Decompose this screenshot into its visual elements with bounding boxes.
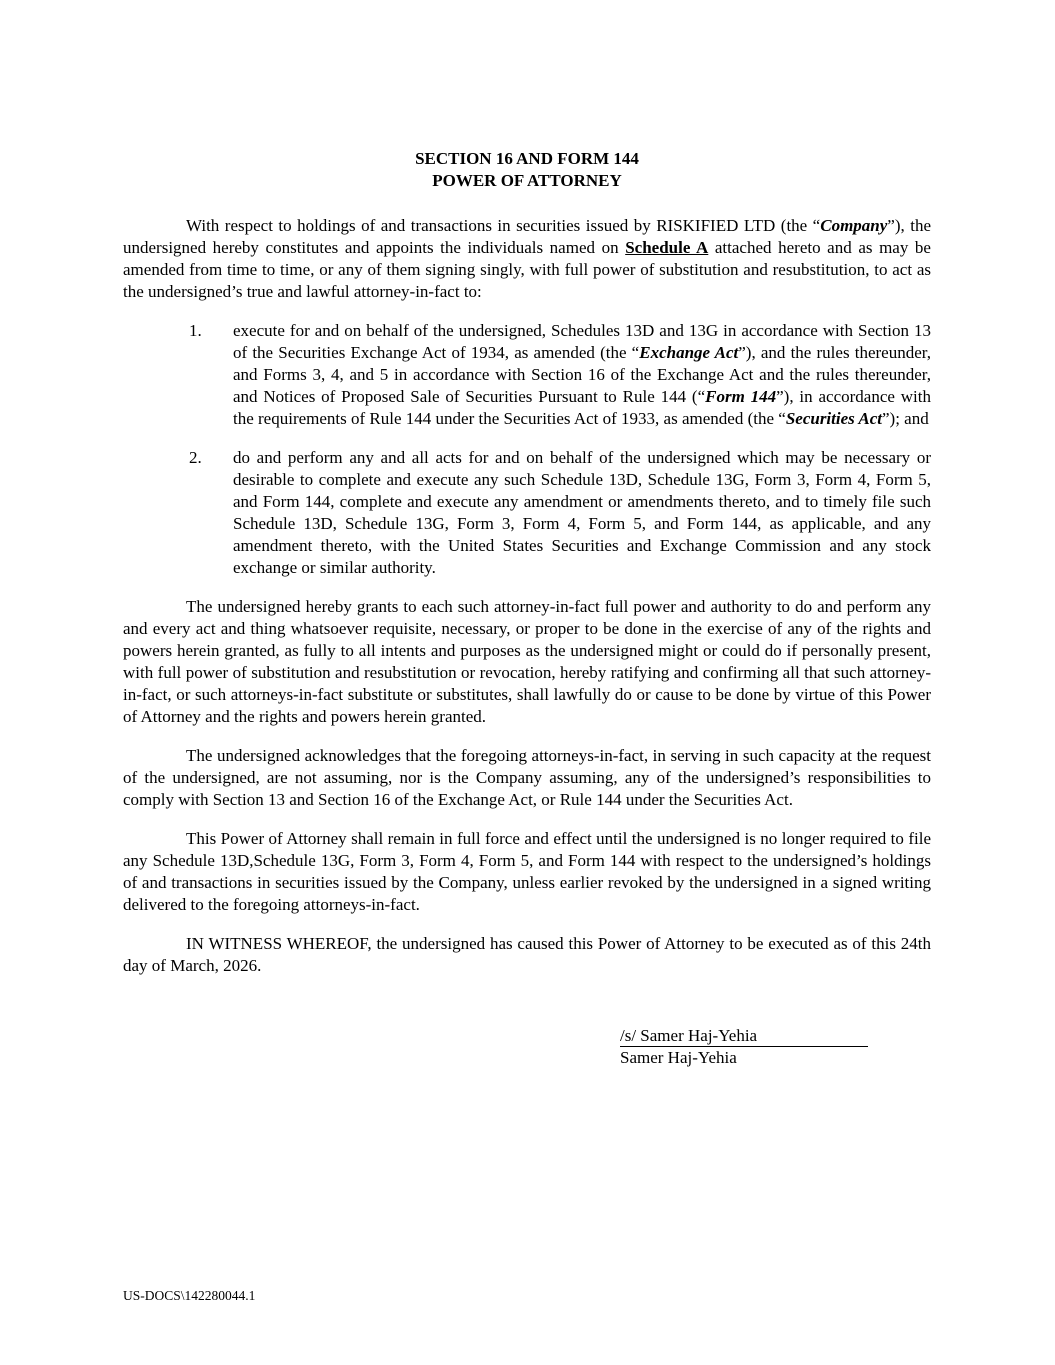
item-2-text: do and perform any and all acts for and on behalf of the undersigned which may be necessary or desirable to complete and execute any such Schedule 13D, Schedule 13G, Form 3, Form 4, Form 5, and Form 144, complete and execute any amendment or amendments thereto, and to timely file such Schedule 13D, Schedule 13G, Form 3, Form 4, Form 5, and Form 144, as applicable, and any amendment thereto, with the United States Securities and Exchange Commission and any stock exchange or similar authority. bbox=[233, 448, 931, 577]
defined-term-company: Company bbox=[820, 216, 888, 235]
defined-term-form-144: Form 144 bbox=[705, 387, 777, 406]
witness-paragraph: IN WITNESS WHEREOF, the undersigned has caused this Power of Attorney to be executed as of this 24th day of March, 2026. bbox=[123, 934, 931, 975]
schedule-a-reference: Schedule A bbox=[625, 238, 709, 257]
title-line-1: SECTION 16 AND FORM 144 bbox=[415, 149, 639, 168]
item-1-text-3: ”), in accordance with the requirements of Rule 144 under the Securities Act of 1933, as amended (the “ bbox=[233, 387, 931, 428]
list-item-2 bbox=[123, 447, 931, 579]
item-1-text-2: ”), and the rules thereunder, and Forms 3, 4, and 5 in accordance with Section 16 of the Exchange Act and the rules thereunder, and Notices of Proposed Sale of Securities Pursuant to Rule 144 (“ bbox=[233, 343, 931, 406]
signature-line-row bbox=[620, 1025, 931, 1047]
signature-printed-name: Samer Haj-Yehia bbox=[620, 1048, 737, 1067]
intro-text-1: With respect to holdings of and transactions in securities issued by RISKIFIED LTD (the “ bbox=[186, 216, 821, 235]
duration-paragraph: This Power of Attorney shall remain in full force and effect until the undersigned is no longer required to file any Schedule 13D,Schedule 13G, Form 3, Form 4, Form 5, and Form 144 with respect to the undersigned’s holdings of and transactions in securities issued by the Company, unless earlier revoked by the undersigned in a signed writing delivered to the foregoing attorneys-in-fact. bbox=[123, 829, 931, 914]
list-item-1 bbox=[123, 320, 931, 430]
list-item-1-number: 1. bbox=[189, 321, 202, 340]
signature-block bbox=[620, 1025, 931, 1069]
signature-signed-line: /s/ Samer Haj-Yehia bbox=[620, 1025, 868, 1047]
item-1-text-4: ”); and bbox=[882, 409, 929, 428]
grant-paragraph: The undersigned hereby grants to each such attorney-in-fact full power and authority to do and perform any and every act and thing whatsoever requisite, necessary, or proper to be done in the exercise of any of the rights and powers herein granted, as fully to all intents and purposes as the undersigned might or could do if personally present, with full power of substitution and resubstitution or revocation, hereby ratifying and confirming all that such attorney-in-fact, or such attorneys-in-fact substitute or substitutes, shall lawfully do or cause to be done by virtue of this Power of Attorney and the rights and powers herein granted. bbox=[123, 597, 931, 726]
acknowledgment-paragraph: The undersigned acknowledges that the foregoing attorneys-in-fact, in serving in such capacity at the request of the undersigned, are not assuming, nor is the Company assuming, any of the undersigned’s responsibilities to comply with Section 13 and Section 16 of the Exchange Act, or Rule 144 under the Securities Act. bbox=[123, 746, 931, 809]
defined-term-securities-act: Securities Act bbox=[785, 409, 882, 428]
document-id-footer: US-DOCS\142280044.1 bbox=[123, 1288, 256, 1303]
list-item-2-number: 2. bbox=[189, 448, 202, 467]
defined-term-exchange-act: Exchange Act bbox=[639, 343, 739, 362]
intro-text-3: attached hereto and as may be amended from time to time, or any of them signing singly, with full power of substitution and resubstitution, to act as the undersigned’s true and lawful attorney-in-fact to: bbox=[123, 238, 931, 301]
intro-text-2: ”), the undersigned hereby constitutes and appoints the individuals named on bbox=[123, 216, 931, 257]
intro-paragraph bbox=[123, 215, 931, 303]
title-line-2: POWER OF ATTORNEY bbox=[432, 171, 622, 190]
document-title bbox=[123, 148, 931, 192]
item-1-text-1: execute for and on behalf of the undersigned, Schedules 13D and 13G in accordance with Section 13 of the Securities Exchange Act of 1934, as amended (the “ bbox=[233, 321, 931, 362]
